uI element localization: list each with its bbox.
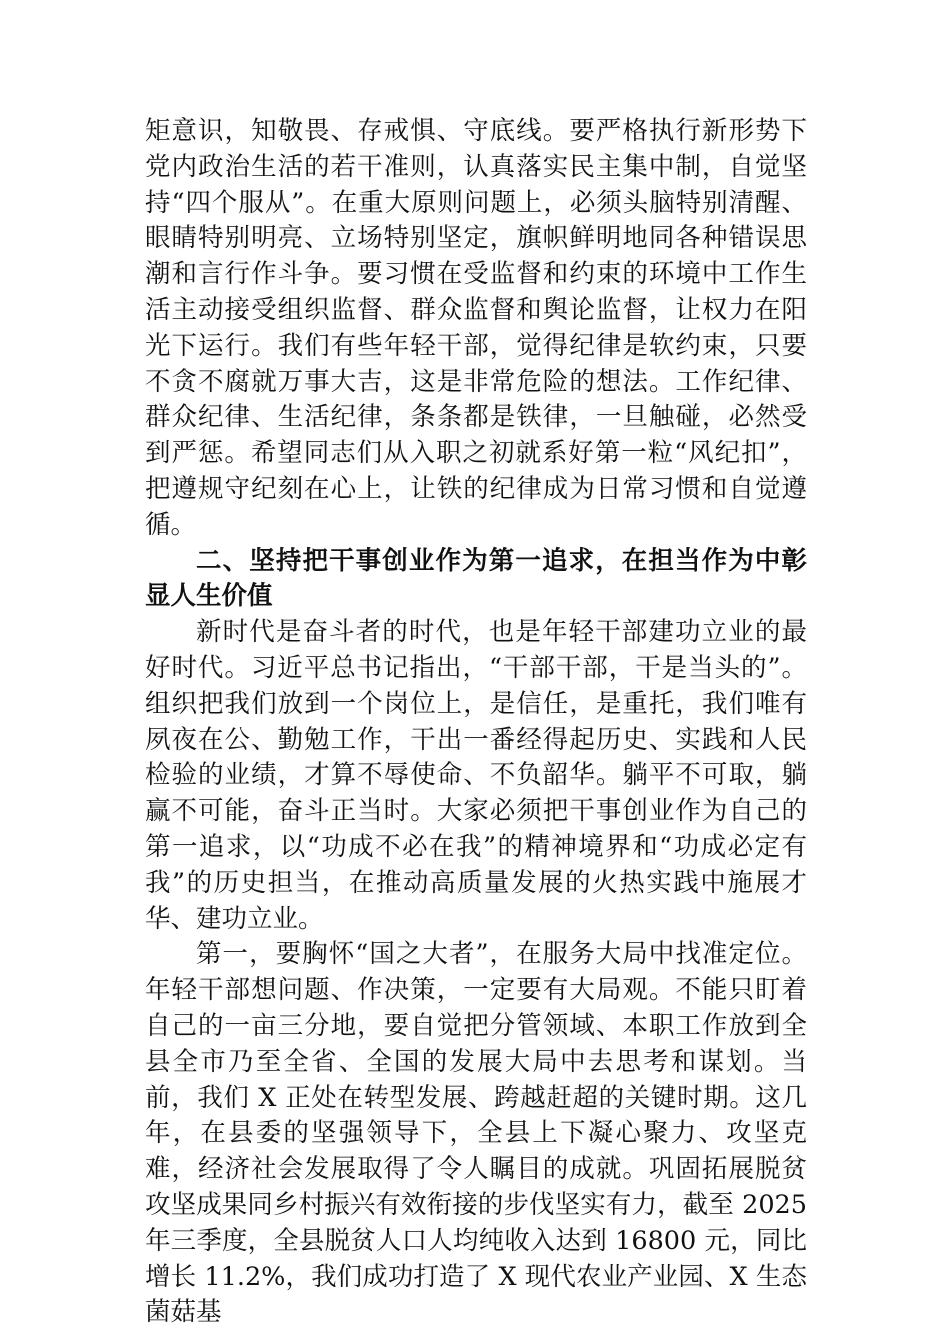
paragraph-body: 新时代是奋斗者的时代，也是年轻干部建功立业的最好时代。习近平总书记指出，“干部干部，干是当头的”。组织把我们放到一个岗位上，是信任，是重托，我们唯有夙夜在公、勤勉工作，干出一番经得起历史、实践和人民检验的业绩，才算不辱使命、不负韶华。躺平不可取，躺赢不可能，奋斗正当时。大家必须把干事创业作为自己的第一追求，以“功成不必在我”的精神境界和“功成必定有我”的历史担当，在推动高质量发展的火热实践中施展才华、建功立业。	[145, 617, 807, 934]
paragraph-body: 第一，要胸怀“国之大者”，在服务大局中找准定位。年轻干部想问题、作决策，一定要有大局观。不能只盯着自己的一亩三分地，要自觉把分管领域、本职工作放到全县全市乃至全省、全国的发展大局中去思考和谋划。当前，我们 X 正处在转型发展、跨越赶超的关键时期。这几年，在县委的坚强领导下，全县上下凝心聚力、攻坚克难，经济社会发展取得了令人瞩目的成就。巩固拓展脱贫攻坚成果同乡村振兴有效衔接的步伐坚实有力，截至 2025 年三季度，全县脱贫人口人均纯收入达到 16800 元，同比增长 11.2%，我们成功打造了 X 现代农业产业园、X 生态菌菇基	[145, 939, 807, 1328]
document-body	[145, 114, 807, 1331]
section-heading: 二、坚持把干事创业作为第一追求，在担当作为中彰显人生价值	[145, 545, 807, 612]
paragraph-continuation: 矩意识，知敬畏、存戒惧、守底线。要严格执行新形势下党内政治生活的若干准则，认真落实民主集中制，自觉坚持“四个服从”。在重大原则问题上，必须头脑特别清醒、眼睛特别明亮、立场特别坚定，旗帜鲜明地同各种错误思潮和言行作斗争。要习惯在受监督和约束的环境中工作生活主动接受组织监督、群众监督和舆论监督，让权力在阳光下运行。我们有些年轻干部，觉得纪律是软约束，只要不贪不腐就万事大吉，这是非常危险的想法。工作纪律、群众纪律、生活纪律，条条都是铁律，一旦触碰，必然受到严惩。希望同志们从入职之初就系好第一粒“风纪扣”，把遵规守纪刻在心上，让铁的纪律成为日常习惯和自觉遵循。	[145, 116, 807, 540]
